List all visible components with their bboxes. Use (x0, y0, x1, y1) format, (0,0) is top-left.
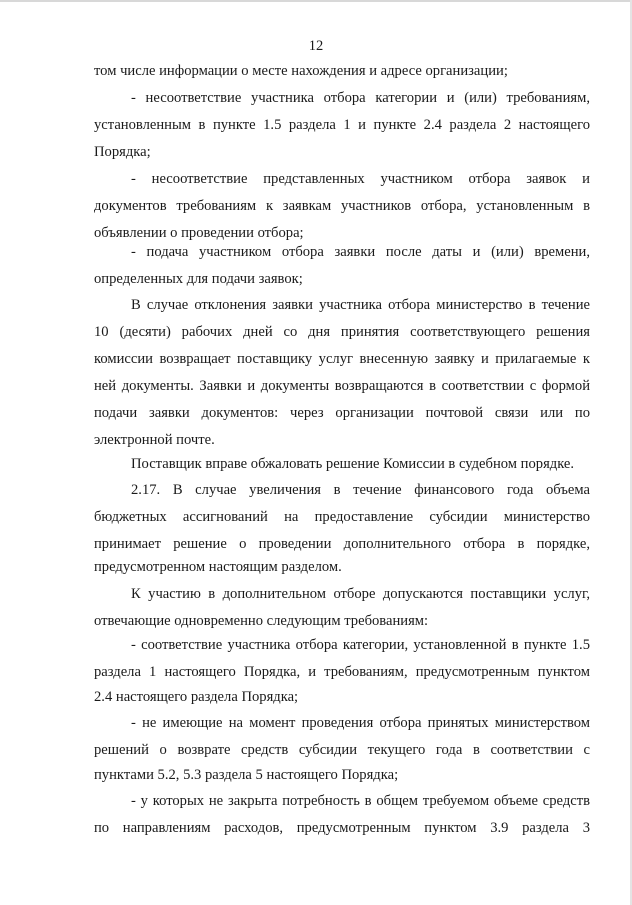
text-line: по направлениям расходов, предусмотренным пунктом 3.9 раздела 3 (94, 820, 590, 836)
scan-edge-top (0, 0, 632, 2)
text-line: - подача участником отбора заявки после даты и (или) времени, (131, 244, 590, 260)
text-line: подачи заявки документов: через организации почтовой связи или по (94, 405, 590, 421)
text-line: комиссии возвращает поставщику услуг внесенную заявку и прилагаемые к (94, 351, 590, 367)
text-line: В случае отклонения заявки участника отбора министерство в течение (131, 297, 590, 313)
text-line: Поставщик вправе обжаловать решение Комиссии в судебном порядке. (131, 456, 575, 472)
text-line: документов требованиям к заявкам участников отбора, установленным в (94, 198, 590, 214)
text-line: раздела 1 настоящего Порядка, и требованиям, предусмотренным пунктом (94, 664, 590, 680)
text-line: предусмотренном настоящим разделом. (94, 559, 342, 575)
text-line: - у которых не закрыта потребность в общем требуемом объеме средств (131, 793, 590, 809)
text-line: ней документы. Заявки и документы возвращаются в соответствии с формой (94, 378, 590, 394)
text-line: К участию в дополнительном отборе допускаются поставщики услуг, (131, 586, 590, 602)
text-line: - несоответствие участника отбора категории и (или) требованиям, (131, 90, 590, 106)
text-line: отвечающие одновременно следующим требованиям: (94, 613, 429, 629)
text-line: решений о возврате средств субсидии текущего года в соответствии с (94, 742, 590, 758)
text-line: объявлении о проведении отбора; (94, 225, 304, 241)
text-line: 2.4 настоящего раздела Порядка; (94, 689, 299, 705)
text-line: принимает решение о проведении дополнительного отбора в порядке, (94, 536, 590, 552)
text-line: пунктами 5.2, 5.3 раздела 5 настоящего Порядка; (94, 767, 399, 783)
text-line: 10 (десяти) рабочих дней со дня принятия соответствующего решения (94, 324, 590, 340)
page-number: 12 (308, 38, 324, 54)
text-line: электронной почте. (94, 432, 215, 448)
text-line: Порядка; (94, 144, 151, 160)
text-line: - не имеющие на момент проведения отбора принятых министерством (131, 715, 590, 731)
text-line: 2.17. В случае увеличения в течение финансового года объема (131, 482, 590, 498)
text-line: том числе информации о месте нахождения и адресе организации; (94, 63, 508, 79)
text-line: установленным в пункте 1.5 раздела 1 и пункте 2.4 раздела 2 настоящего (94, 117, 590, 133)
text-line: определенных для подачи заявок; (94, 271, 303, 287)
text-line: - несоответствие представленных участником отбора заявок и (131, 171, 590, 187)
text-line: бюджетных ассигнований на предоставление субсидии министерство (94, 509, 590, 525)
text-line: - соответствие участника отбора категории, установленной в пункте 1.5 (131, 637, 590, 653)
